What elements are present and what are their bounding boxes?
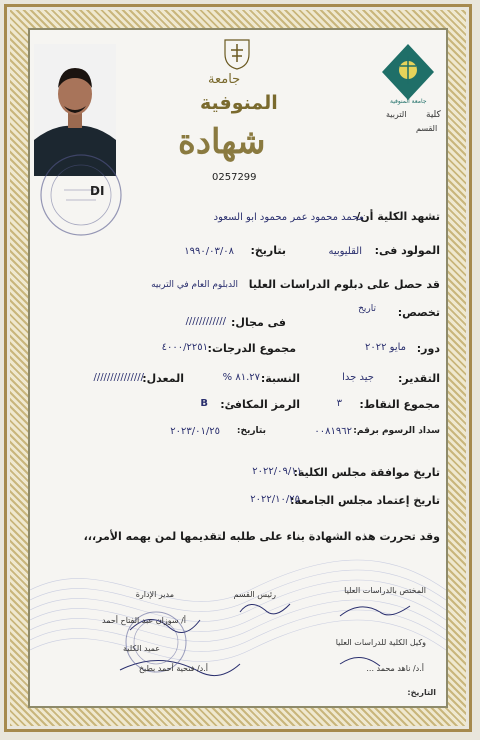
dept-head-title: رئيس القسم <box>233 590 276 599</box>
dean-title: عميد الكلية <box>123 644 160 653</box>
university-name: المنوفية <box>200 92 278 114</box>
total-value: ٤٠٠٠/٢٢٥١ <box>161 342 208 353</box>
points-label: مجموع النقاط: <box>359 398 440 411</box>
faculty-council-label: تاريخ موافقة مجلس الكلية: <box>293 466 440 479</box>
born-label: المولود فى: <box>374 244 440 257</box>
birth-date-label: بتاريخ: <box>250 244 286 257</box>
university-council-date: ٢٠٢٢/١٠/٢٥ <box>250 494 300 505</box>
seal-stamp-icon <box>36 150 126 240</box>
admin-name: أ/ سوزان عبد الفتاح أحمد <box>102 616 186 625</box>
admin-director-title: مدير الإدارة <box>135 590 174 599</box>
code-label: الرمز المكافئ: <box>220 398 300 411</box>
field-label: فى مجال: <box>231 316 286 329</box>
student-name: محمد محمود عمر محمود ابو السعود <box>213 212 364 223</box>
total-label: مجموع الدرجات: <box>207 342 296 355</box>
fees-date-value: ٢٠٢٣/٠١/٢٥ <box>170 426 220 437</box>
born-value: القليوبيه <box>328 246 362 257</box>
faculty-logo-icon <box>378 42 438 102</box>
diploma-value: الدبلوم العام في التربيه <box>151 280 238 290</box>
department-label: القسم <box>416 124 438 133</box>
dean-name: أ.د/ فتحية أحمد بطيخ <box>138 664 208 673</box>
university-emblem-icon <box>222 36 252 70</box>
photo-stamp-mark: DI <box>90 184 105 198</box>
specialization-label: تخصص: <box>397 306 440 319</box>
faculty-name: التربية <box>386 110 407 119</box>
fees-date-label: بتاريخ: <box>236 426 266 436</box>
university-council-label: تاريخ إعتماد مجلس الجامعة: <box>290 494 440 507</box>
issue-date-label: التاريخ: <box>407 688 436 697</box>
university-word: جامعة <box>208 72 241 87</box>
closing-statement: وقد تحررت هذه الشهادة بناء على طلبه لتقديمها لمن يهمه الأمر،،، <box>83 530 440 543</box>
rate-label: المعدل: <box>142 372 184 385</box>
code-value: B <box>200 398 208 409</box>
serial-number: 0257299 <box>212 172 257 183</box>
points-value: ٣ <box>336 398 342 409</box>
rate-value: /////////////// <box>93 372 144 383</box>
grade-label: التقدير: <box>397 372 440 385</box>
certificate-paper <box>30 30 446 706</box>
obtained-label: قد حصل على دبلوم الدراسات العليا <box>248 278 440 291</box>
percent-value: ٨١.٢٧ % <box>222 372 260 383</box>
faculty-label: كلية <box>426 110 441 120</box>
fees-value: ٠٠٨١٩٦٢ <box>314 426 352 437</box>
certify-label: تشهد الكلية أن/ <box>356 210 440 223</box>
vice-dean-name: أ.د/ ناهد محمد ... <box>366 664 424 673</box>
session-value: مايو ٢٠٢٢ <box>364 342 406 353</box>
fees-label: سداد الرسوم برقم: <box>353 426 440 436</box>
session-label: دور: <box>416 342 440 355</box>
grade-value: جيد جدا <box>342 372 374 383</box>
certificate-title: شهادة <box>178 122 266 162</box>
field-value: //////////// <box>185 316 226 327</box>
birth-date-value: ١٩٩٠/٠٣/٠٨ <box>184 246 234 257</box>
percent-label: النسبة: <box>260 372 300 385</box>
faculty-logo-text: جامعة المنوفية <box>390 98 427 105</box>
specialization-value: تاريخ <box>358 304 376 314</box>
vice-dean-title: وكيل الكلية للدراسات العليا <box>335 638 426 647</box>
postgrad-specialist-title: المختص بالدراسات العليا <box>344 586 426 595</box>
faculty-council-date: ٢٠٢٢/٠٩/١١ <box>252 466 302 477</box>
